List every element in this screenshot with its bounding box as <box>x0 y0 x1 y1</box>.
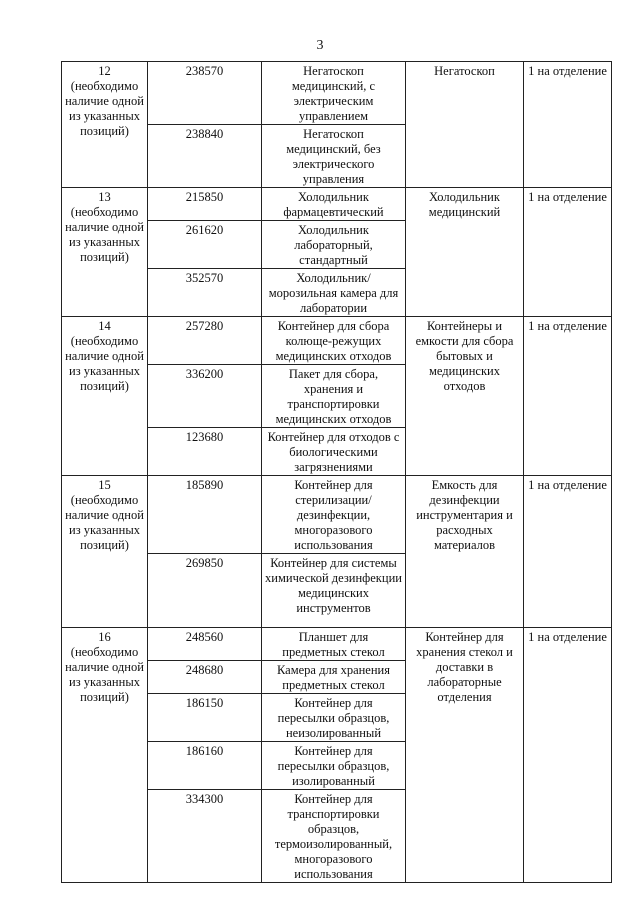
item-code: 238570 <box>148 62 262 125</box>
item-code: 336200 <box>148 365 262 428</box>
item-name: Контейнер для сбора колюще-режущих медицинских отходов <box>262 317 406 365</box>
item-code: 123680 <box>148 428 262 476</box>
item-name: Контейнер для транспортировки образцов, термоизолированный, многоразового использования <box>262 790 406 883</box>
item-name: Негатоскоп медицинский, без электрического управления <box>262 125 406 188</box>
table-row <box>62 628 612 661</box>
group-number: 12 <box>98 64 111 78</box>
group-number-cell <box>62 317 148 476</box>
item-code: 248560 <box>148 628 262 661</box>
item-code: 257280 <box>148 317 262 365</box>
group-note: (необходимо наличие одной из указанных позиций) <box>65 334 144 393</box>
group-number: 16 <box>98 630 111 644</box>
group-number: 14 <box>98 319 111 333</box>
equipment-type: Холодильник медицинский <box>406 188 524 317</box>
item-code: 269850 <box>148 554 262 628</box>
equipment-table <box>61 61 612 883</box>
group-number: 13 <box>98 190 111 204</box>
item-code: 186160 <box>148 742 262 790</box>
item-name: Контейнер для пересылки образцов, изолированный <box>262 742 406 790</box>
table-row <box>62 62 612 125</box>
required-quantity: 1 на отделение <box>524 628 612 883</box>
equipment-type: Контейнер для хранения стекол и доставки в лабораторные отделения <box>406 628 524 883</box>
table-row <box>62 476 612 554</box>
item-name: Холодильник/ морозильная камера для лаборатории <box>262 269 406 317</box>
group-note: (необходимо наличие одной из указанных позиций) <box>65 79 144 138</box>
group-note: (необходимо наличие одной из указанных позиций) <box>65 493 144 552</box>
group-number-cell <box>62 62 148 188</box>
group-number-cell <box>62 188 148 317</box>
item-code: 261620 <box>148 221 262 269</box>
equipment-type: Негатоскоп <box>406 62 524 188</box>
item-name: Негатоскоп медицинский, с электрическим управлением <box>262 62 406 125</box>
group-note: (необходимо наличие одной из указанных позиций) <box>65 645 144 704</box>
item-code: 215850 <box>148 188 262 221</box>
item-code: 185890 <box>148 476 262 554</box>
table-row <box>62 188 612 221</box>
item-code: 186150 <box>148 694 262 742</box>
item-name: Контейнер для системы химической дезинфекции медицинских инструментов <box>262 554 406 628</box>
item-name: Контейнер для отходов с биологическими загрязнениями <box>262 428 406 476</box>
item-name: Планшет для предметных стекол <box>262 628 406 661</box>
item-code: 238840 <box>148 125 262 188</box>
group-number: 15 <box>98 478 111 492</box>
required-quantity: 1 на отделение <box>524 188 612 317</box>
equipment-type: Емкость для дезинфекции инструментария и расходных материалов <box>406 476 524 628</box>
required-quantity: 1 на отделение <box>524 476 612 628</box>
item-name: Холодильник лабораторный, стандартный <box>262 221 406 269</box>
page-number: 3 <box>316 38 324 53</box>
required-quantity: 1 на отделение <box>524 62 612 188</box>
item-code: 352570 <box>148 269 262 317</box>
item-name: Контейнер для пересылки образцов, неизолированный <box>262 694 406 742</box>
item-name: Контейнер для стерилизации/ дезинфекции, многоразового использования <box>262 476 406 554</box>
item-name: Камера для хранения предметных стекол <box>262 661 406 694</box>
group-number-cell <box>62 628 148 883</box>
item-code: 334300 <box>148 790 262 883</box>
item-code: 248680 <box>148 661 262 694</box>
required-quantity: 1 на отделение <box>524 317 612 476</box>
table-row <box>62 317 612 365</box>
group-number-cell <box>62 476 148 628</box>
item-name: Холодильник фармацевтический <box>262 188 406 221</box>
equipment-type: Контейнеры и емкости для сбора бытовых и медицинских отходов <box>406 317 524 476</box>
item-name: Пакет для сбора, хранения и транспортировки медицинских отходов <box>262 365 406 428</box>
group-note: (необходимо наличие одной из указанных позиций) <box>65 205 144 264</box>
